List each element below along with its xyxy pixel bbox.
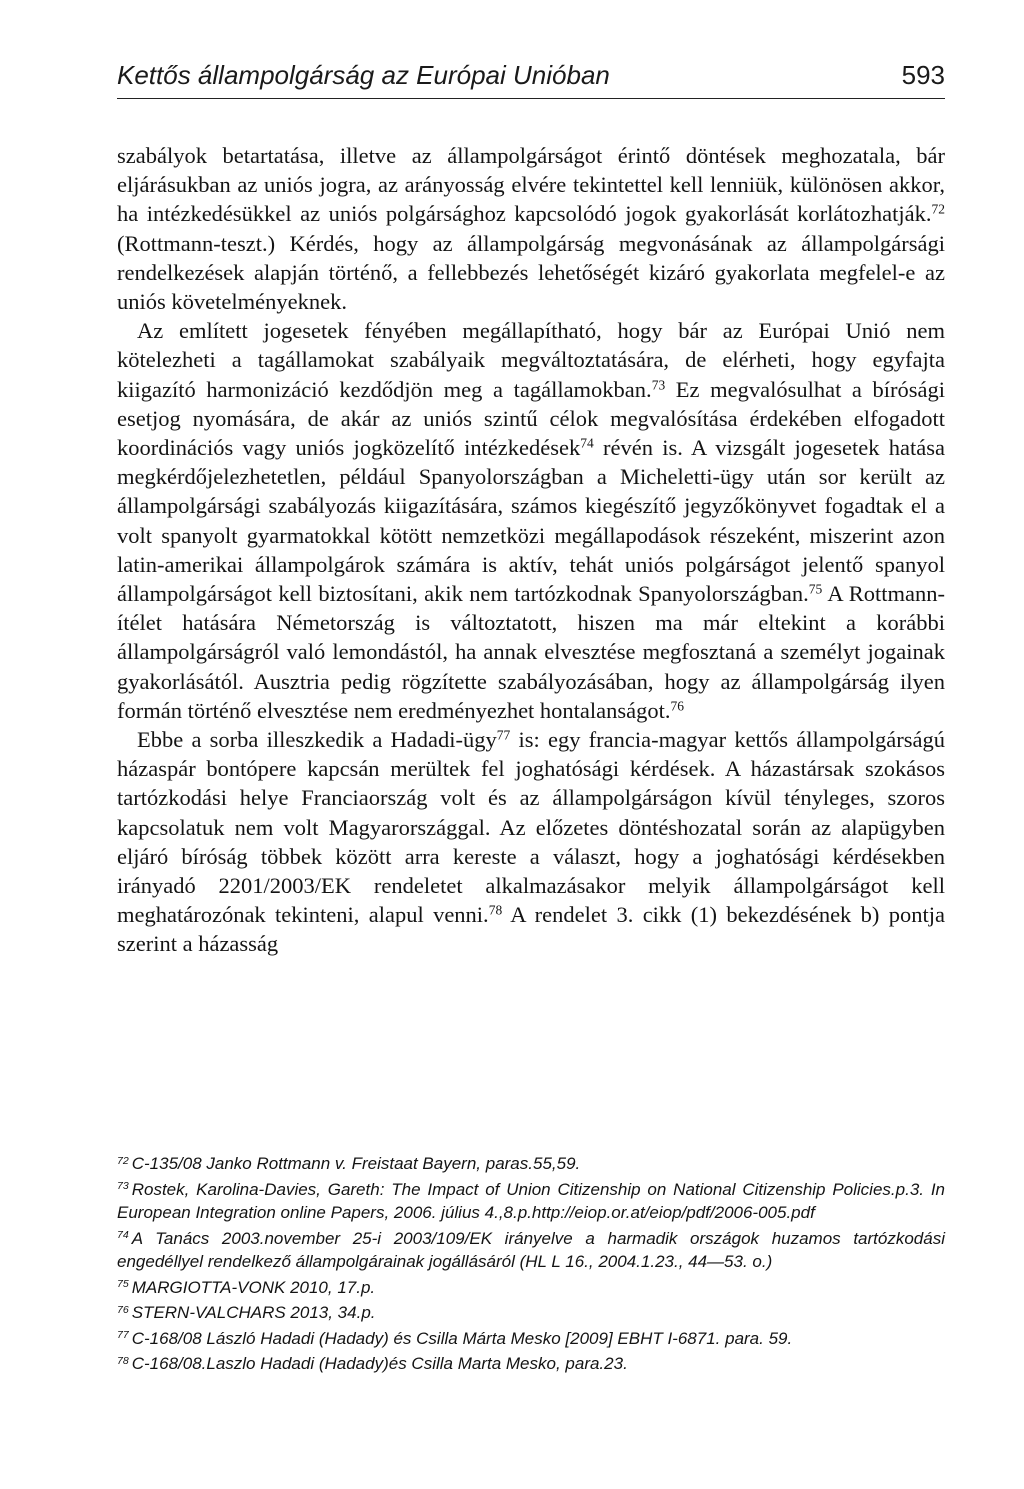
footnote-text: STERN-VALCHARS 2013, 34.p. [131,1303,376,1322]
paragraph [117,141,945,316]
footnote-text: C-135/08 Janko Rottmann v. Freistaat Bayern, paras.55,59. [131,1154,581,1173]
footnote-number: 73 [117,1180,129,1193]
footnote-text: C-168/08 László Hadadi (Hadady) és Csilla Márta Mesko [2009] EBHT I-6871. para. 59. [131,1328,793,1348]
paragraph-text: (Rottmann-teszt.) Kérdés, hogy az állampolgárság megvonásának az állampolgársági rendelkezések alapján történő, a fellebbezés lehetőségét kizáró gyakorlata megfelel-e az uniós követelményeknek. [117,230,945,315]
running-title: Kettős állampolgárság az Európai Unióban [117,60,610,90]
footnote [117,1327,945,1351]
running-header [117,50,945,99]
footnote-number: 76 [117,1303,129,1316]
footnote [117,1352,945,1376]
paragraph-text: Az említett jogesetek fényében megállapítható, hogy bár az Európai Unió nem kötelezheti a tagállamokat szabályaik megváltoztatására, de elérheti, hogy egyfajta kiigazító harmonizáció kezdődjön meg a tagállamokban. [117,318,945,402]
paragraph-text: A rendelet 3. cikk (1) bekezdésének b) pontja szerint a házasság [117,902,945,957]
footnote [117,1276,945,1300]
footnote-reference: 74 [580,435,594,451]
footnote-text: Rostek, Karolina-Davies, Gareth: The Impact of Union Citizenship on National Citizenship Policies.p.3. In European Integration online Papers, 2006. július 4.,8.p.http://eiop.or.at/eiop/pdf/2006-005.pdf [117,1179,945,1222]
main-text [117,141,945,959]
paragraph-text: szabályok betartatása, illetve az állampolgárságot érintő döntések meghozatala, bár eljárásukban az uniós jogra, az arányosság elvére tekintettel kell lenniük, különösen akkor, ha intézkedésükkel az uniós polgársághoz kapcsolódó jogok gyakorlását korlátozhatják. [117,143,945,227]
footnote-reference: 77 [496,727,511,743]
footnote-text: C-168/08.Laszlo Hadadi (Hadady)és Csilla Marta Mesko, para.23. [131,1354,628,1373]
footnote-reference: 72 [931,201,945,217]
footnote-number: 74 [117,1229,129,1242]
footnote-number: 77 [117,1329,129,1342]
paragraph-text: A Rottmann-ítélet hatására Németország is változtatott, hiszen ma már eltekint a korábbi állampolgárságról való lemondástól, ha annak elvesztése megfosztaná a személyt jogainak gyakorlásától. Ausztria pedig rögzítette szabályozásában, hogy az állampolgárság ilyen formán történő elvesztése nem eredményezhet hontalanságot. [117,581,945,723]
paragraph-text: Ebbe a sorba illeszkedik a Hadadi-ügy [137,727,497,753]
footnote [117,1152,945,1176]
footnote-reference: 76 [670,698,685,714]
footnotes [117,1152,945,1378]
footnote-text: A Tanács 2003.november 25-i 2003/109/EK irányelve a harmadik országok huzamos tartózkodási engedéllyel rendelkező állampolgárainak jogállásáról (HL L 16., 2004.1.23., 44—53. o.) [117,1228,945,1271]
footnote-reference: 73 [651,377,666,393]
paragraph-text: révén is. A vizsgált jogesetek hatása megkérdőjelezhetetlen, például Spanyolországban a Micheletti-ügy után sor került az állampolgársági szabályozás kiigazítására, számos kiegészítő jegyzőkönyvet fogadtak el a volt spanyolt gyarmatokkal kötött nemzetközi megállapodások részeként, miszerint azon latin-amerikai állampolgárok számára is aktív, tehát uniós polgárságot jelentő spanyol állampolgárságot kell biztosítani, akik nem tartózkodnak Spanyolországban. [117,435,945,607]
footnote [117,1301,945,1325]
footnote-number: 72 [117,1154,129,1167]
page-number: 593 [901,60,945,90]
paragraph [117,725,945,959]
footnote-number: 78 [117,1354,129,1367]
footnote [117,1178,945,1225]
paragraph [117,316,945,725]
footnote-text: MARGIOTTA-VONK 2010, 17.p. [131,1277,376,1297]
footnote [117,1227,945,1274]
footnote-number: 75 [117,1278,129,1291]
paragraph-text: Ez megvalósulhat a bírósági esetjog nyomására, de akár az uniós szintű célok megvalósítása érdekében elfogadott koordinációs vagy uniós jogközelítő intézkedések [117,376,945,461]
footnote-reference: 75 [808,581,823,597]
paragraph-text: is: egy francia-magyar kettős állampolgárságú házaspár bontópere kapcsán merültek fel joghatósági kérdések. A házastársak szokásos tartózkodási helye Franciaország volt és az állampolgárságon kívül tényleges, szoros kapcsolatuk nem volt Magyarországgal. Az előzetes döntéshozatal során az alapügyben eljáró bíróság többek között arra kereste a választ, hogy a joghatósági kérdésekben irányadó 2201/2003/EK rendeletet alkalmazásakor melyik állampolgárságot kell meghatározónak tekinteni, alapul venni. [117,727,945,928]
footnote-reference: 78 [488,902,503,918]
